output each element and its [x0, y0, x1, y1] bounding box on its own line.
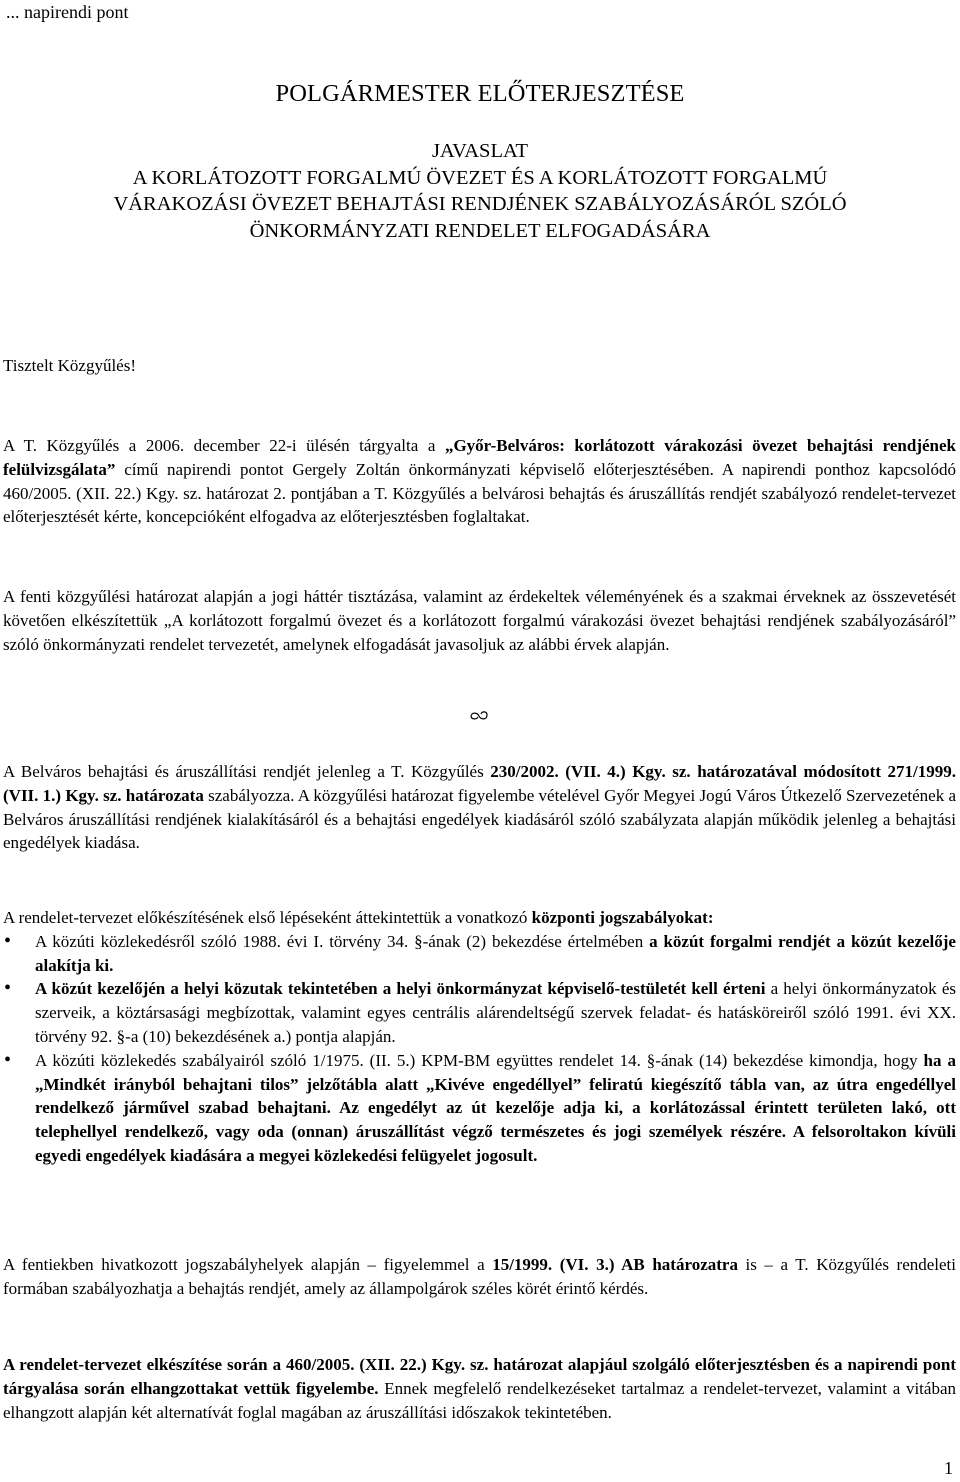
paragraph-4	[3, 906, 956, 1168]
list-item	[3, 930, 956, 978]
subtitle-line: A KORLÁTOZOTT FORGALMÚ ÖVEZET ÉS A KORLÁTOZOTT FORGALMÚ	[132, 166, 828, 189]
bullet-1-text-b: a közút forgalmi rendjét a közút kezelője alakítja ki.	[35, 931, 956, 975]
document-subtitle	[0, 138, 960, 244]
paragraph-1	[3, 434, 956, 529]
bullet-3-text-a: A közúti közlekedés szabályairól szóló 1/1975. (II. 5.) KPM-BM együttes rendelet 14. §-ának (14) bekezdése kimondja, hogy	[35, 1050, 924, 1070]
p6-text-a: A rendelet-tervezet elkészítése során a 460/2005. (XII. 22.) Kgy. sz. határozat alapjául szolgáló előterjesztésben és a napirendi pont tárgyalása során elhangzottakat vettük figyelembe.	[3, 1355, 956, 1398]
agenda-item-header: ... napirendi pont	[6, 2, 129, 22]
p6-text-b: Ennek megfelelő rendelkezéseket tartalmaz a rendelet-tervezet, valamint a vitában elhangzott alapján két alternatívát foglal magában az áruszállítási időszakok tekintetében.	[3, 1378, 956, 1422]
page-number: 1	[944, 1458, 953, 1478]
paragraph-2	[3, 585, 956, 656]
decorative-glyph-icon	[469, 705, 489, 729]
ornament-icon	[469, 708, 489, 722]
p4-text-b: központi jogszabályokat:	[531, 908, 714, 927]
list-item	[3, 1049, 956, 1168]
bullet-1-text-a: A közúti közlekedésről szóló 1988. évi I. törvény 34. §-ának (2) bekezdése értelmében	[35, 931, 650, 951]
p5-ab-resolution: 15/1999. (VI. 3.) AB határozatra	[492, 1255, 738, 1274]
paragraph-5	[3, 1253, 956, 1301]
salutation: Tisztelt Közgyűlés!	[3, 356, 137, 375]
p2-text: A fenti közgyűlési határozat alapján a jogi háttér tisztázása, valamint az érdekeltek véleményének és a szakmai érveknek az összevetését követően elkészítettük „A korlátozott forgalmú övezet és a korlátozott forgalmú várakozási övezet behajtási rendjének szabályozásáról” szóló önkormányzati rendelet tervezetét, amelynek elfogadását javasoljuk az alábbi érvek alapján.	[3, 587, 956, 654]
bullet-3-text-b: ha a „Mindkét irányból behajtani tilos” jelzőtábla alatt „Kivéve engedéllyel” feliratú kiegészítő tábla van, az útra engedéllyel rendelkező járművel szabad behajtani. Az engedélyt az út kezelője adja ki, a korlátozással érintett területen lakó, ott telephellyel rendelkező, vagy oda (onnan) áruszállítást végző természetes és jogi személyek részére. A felsoroltakon kívüli egyedi engedélyek kiadására a megyei közlekedési felügyelet jogosult.	[35, 1050, 956, 1165]
subtitle-line: ÖNKORMÁNYZATI RENDELET ELFOGADÁSÁRA	[249, 219, 711, 242]
p1-text-c: című napirendi pontot Gergely Zoltán önkormányzati képviselő előterjesztésében. A napirendi ponthoz kapcsolódó 460/2005. (XII. 22.) Kgy. sz. határozat 2. pontjában a T. Közgyűlés a belvárosi behajtás és áruszállítás rendjét szabályozó rendelet-tervezet előterjesztését kérte, koncepcióként elfogadva az előterjesztésben foglaltakat.	[3, 459, 956, 527]
subtitle-line: JAVASLAT	[431, 140, 529, 162]
paragraph-3	[3, 760, 956, 855]
p3-resolution-ref: 230/2002. (VII. 4.) Kgy. sz. határozatával módosított 271/1999. (VII. 1.) Kgy. sz. határozata	[3, 762, 956, 805]
bullet-2-text-b: a helyi önkormányzatok és szerveik, a köztársasági megbízottak, valamint egyes centrális alárendeltségű szervek feladat- és hatásköreiről szóló 1991. évi XX. törvény 92. §-a (10) bekezdésének a.) pontja alapján.	[35, 979, 956, 1046]
p3-text-a: A Belváros behajtási és áruszállítási rendjét jelenleg a T. Közgyűlés	[3, 762, 491, 781]
bullet-2-text-a: A közút kezelőjén a helyi közutak tekintetében a helyi önkormányzat képviselő-testületét kell érteni	[35, 979, 766, 999]
subtitle-line: VÁRAKOZÁSI ÖVEZET BEHAJTÁSI RENDJÉNEK SZABÁLYOZÁSÁRÓL SZÓLÓ	[113, 193, 847, 215]
p3-text-c: szabályozza. A közgyűlési határozat figyelembe vételével Győr Megyei Jogú Város Útkezelő Szervezetének a Belváros áruszállítási rendjének kialakításáról és a behajtási engedélyek kiadásáról szóló szabályzata alapján működik jelenleg a behajtási engedélyek kiadása.	[3, 785, 957, 853]
p5-text-c: is – a T. Közgyűlés rendeleti formában szabályozhatja a behajtás rendjét, amely az állampolgárok széles körét érintő kérdés.	[3, 1255, 956, 1298]
document-title: POLGÁRMESTER ELŐTERJESZTÉSE	[275, 80, 685, 107]
p5-text-a: A fentiekben hivatkozott jogszabályhelyek alapján – figyelemmel a	[3, 1255, 493, 1274]
legal-basis-list	[3, 930, 956, 1168]
p4-text-a: A rendelet-tervezet előkészítésének első lépéseként áttekintettük a vonatkozó	[3, 908, 532, 927]
paragraph-6	[3, 1353, 956, 1424]
p1-text-a: A T. Közgyűlés a 2006. december 22-i ülésén tárgyalta a	[3, 436, 445, 455]
list-item	[3, 977, 956, 1048]
p1-agenda-title: „Győr-Belváros: korlátozott várakozási övezet behajtási rendjének felülvizsgálata”	[3, 436, 957, 479]
